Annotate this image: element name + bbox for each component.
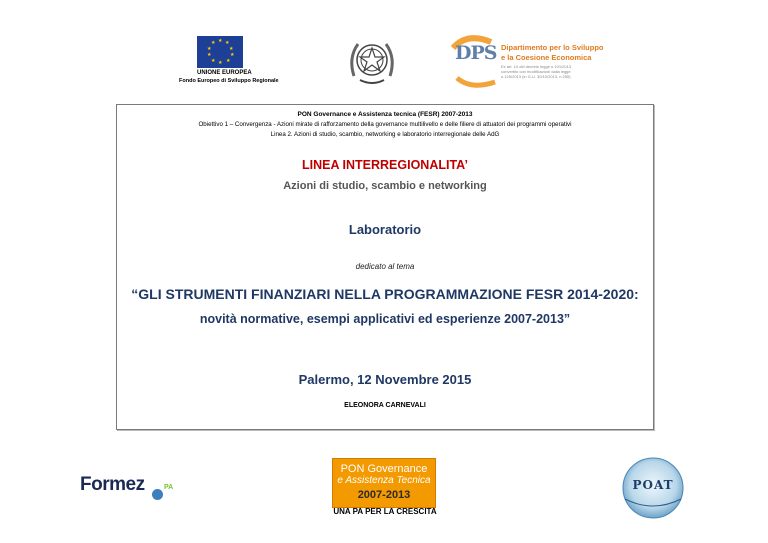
dps-logo [451, 34, 604, 94]
tagline: UNA PA PER LA CRESCITA [333, 507, 437, 516]
formez-pa-suffix: PA [164, 484, 174, 491]
pon-objective: Obiettivo 1 – Convergenza - Azioni mirate di rafforzamento della governance multilivello e delle filiere di attuatori dei programmi operativi [198, 121, 572, 128]
formez-pa-logo [80, 472, 180, 506]
linea-title: LINEA INTERREGIONALITA’ [302, 158, 468, 172]
dps-acronym: DPS [455, 42, 497, 64]
badge-line3: 2007-2013 [357, 489, 411, 501]
event-date: Palermo, 12 Novembre 2015 [298, 372, 472, 387]
eu-fund-label: Fondo Europeo di Sviluppo Regionale [179, 78, 279, 84]
eu-flag-icon: ★ ★ ★ ★ ★ ★ ★ ★ ★ ★ [197, 36, 243, 68]
title-frame [116, 104, 654, 430]
pon-line2: Linea 2. Azioni di studio, scambio, networking e laboratorio interregionale delle AdG [270, 131, 500, 138]
pon-governance-badge [332, 458, 436, 508]
eu-label: UNIONE EUROPEA [197, 70, 252, 76]
formez-word: Formez [80, 474, 145, 495]
dedicato-label: dedicato al tema [355, 262, 415, 271]
dps-small-line: n.125/2013 (in G.U. 30/10/2013, n.255) [501, 74, 571, 79]
laboratorio-heading: Laboratorio [348, 222, 422, 237]
italian-republic-emblem-icon [346, 32, 398, 88]
poat-logo [615, 455, 691, 521]
linea-subtitle: Azioni di studio, scambio e networking [283, 180, 487, 192]
dps-small-line: convertito con modificazioni dalla legge [501, 69, 571, 74]
dps-title-line2: e la Coesione Economica [501, 53, 592, 62]
dps-small-line: Ex art. 10 del decreto legge n.101/2013 [501, 64, 572, 69]
theme-title-line2: novità normative, esempi applicativi ed esperienze 2007-2013” [199, 312, 571, 326]
dps-title-line1: Dipartimento per lo Sviluppo [501, 43, 604, 52]
badge-line1: PON Governance [340, 463, 428, 475]
eu-logo [179, 36, 279, 92]
badge-line2: e Assistenza Tecnica [337, 475, 431, 486]
poat-word: POAT [632, 478, 674, 492]
formez-dot-icon [152, 489, 163, 500]
theme-title-line1: “GLI STRUMENTI FINANZIARI NELLA PROGRAMMAZIONE FESR 2014-2020: [131, 286, 639, 302]
pon-title: PON Governance e Assistenza tecnica (FESR) 2007-2013 [297, 111, 473, 118]
speaker-name: ELEONORA CARNEVALI [344, 402, 426, 409]
